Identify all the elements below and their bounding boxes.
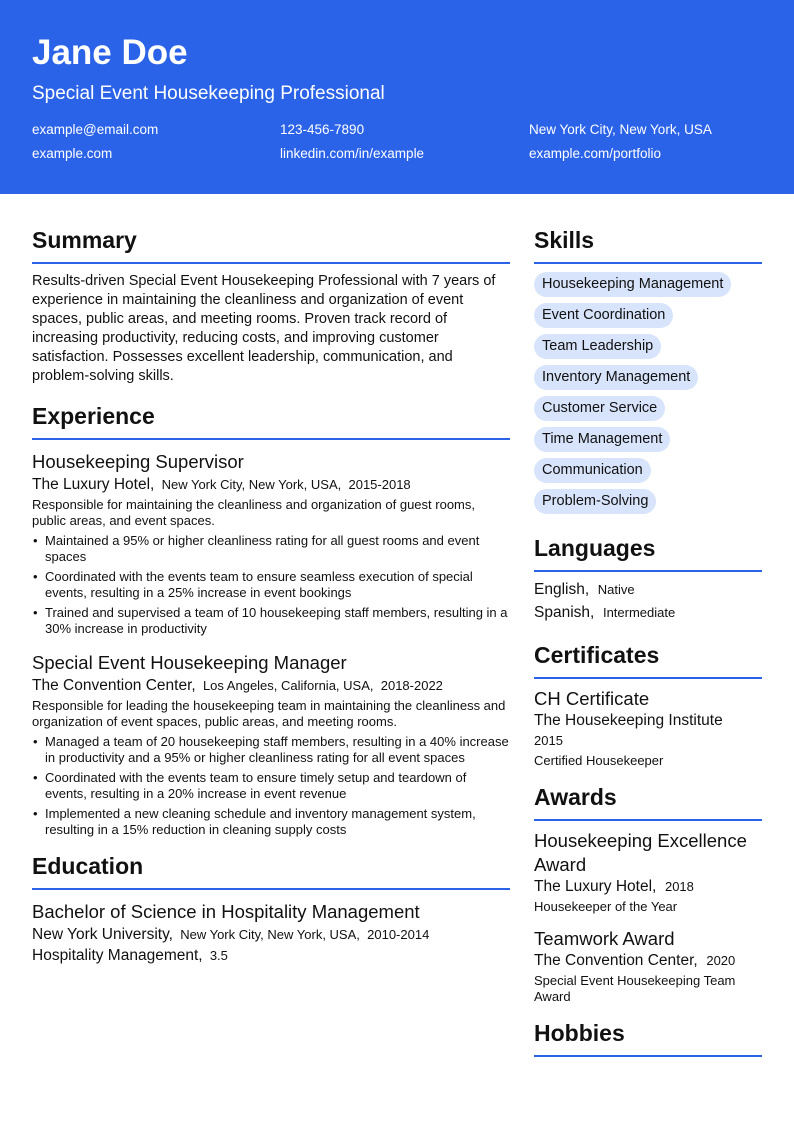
candidate-name: Jane Doe — [32, 33, 188, 72]
job-meta — [32, 676, 510, 696]
skill-tag: Housekeeping Management — [534, 272, 731, 297]
job-meta — [32, 475, 510, 495]
job-org: The Luxury Hotel, — [32, 476, 155, 493]
job-bullets — [32, 734, 510, 838]
job-bullet: • Maintained a 95% or higher cleanliness rating for all guest rooms and event spaces — [32, 533, 510, 565]
job-title: Housekeeping Supervisor — [32, 451, 244, 472]
degree: Bachelor of Science in Hospitality Management — [32, 901, 420, 922]
award-org: The Convention Center, — [534, 952, 698, 969]
skills-heading: Skills — [534, 226, 762, 264]
education-heading: Education — [32, 852, 510, 890]
education-field-line — [32, 946, 510, 966]
school: New York University, — [32, 926, 173, 943]
job-bullet: • Trained and supervised a team of 10 housekeeping staff members, resulting in a 30% increase in productivity — [32, 605, 510, 637]
certificate-description: Certified Housekeeper — [534, 753, 664, 768]
job-bullets — [32, 533, 510, 637]
skill-tag: Team Leadership — [534, 334, 661, 359]
hobbies-heading: Hobbies — [534, 1019, 762, 1057]
skill-tag: Inventory Management — [534, 365, 698, 390]
education-meta — [32, 925, 510, 945]
job-entry — [32, 651, 510, 838]
award-entry — [534, 927, 762, 1005]
school-location: New York City, New York, USA, — [180, 927, 360, 942]
skill-tag: Communication — [534, 458, 651, 483]
language-item — [534, 580, 762, 600]
skill-tag: Customer Service — [534, 396, 665, 421]
award-description: Special Event Housekeeping Team Award — [534, 973, 736, 1004]
award-org: The Luxury Hotel, — [534, 878, 657, 895]
resume-header — [0, 0, 794, 194]
award-entry — [534, 829, 762, 915]
job-title: Special Event Housekeeping Manager — [32, 652, 347, 673]
gpa: 3.5 — [209, 948, 228, 963]
job-org: The Convention Center, — [32, 677, 196, 694]
award-year: 2020 — [706, 953, 736, 968]
contact-location: New York City, New York, USA — [529, 122, 712, 137]
job-bullet: • Coordinated with the events team to ensure seamless execution of special events, resulting in a 25% increase in event bookings — [32, 569, 510, 601]
job-bullet: • Implemented a new cleaning schedule and inventory management system, resulting in a 15% reduction in cleaning supply costs — [32, 806, 510, 838]
languages-list — [534, 580, 762, 623]
awards-heading: Awards — [534, 783, 762, 821]
skill-tag: Problem-Solving — [534, 489, 656, 514]
skill-tag: Time Management — [534, 427, 670, 452]
field-of-study: Hospitality Management, — [32, 947, 203, 964]
side-column — [534, 226, 762, 1057]
job-dates: 2018-2022 — [380, 678, 443, 693]
contact-email[interactable]: example@email.com — [32, 122, 159, 137]
summary-text: Results-driven Special Event Housekeeping Professional with 7 years of experience in maintaining the cleanliness and organization of event spaces, public areas, and meeting rooms. Proven track record of increasing productivity, reducing costs, and improving customer satisfaction. Possesses excellent leadership, communication, and problem-solving skills. — [32, 273, 496, 384]
certificate-issuer: The Housekeeping Institute — [534, 712, 723, 729]
job-location: New York City, New York, USA, — [161, 477, 342, 492]
certificate-year: 2015 — [534, 733, 563, 748]
certificate-entry — [534, 687, 762, 769]
languages-heading: Languages — [534, 534, 762, 572]
certificate-name: CH Certificate — [534, 688, 650, 709]
language-item — [534, 603, 762, 623]
summary-heading: Summary — [32, 226, 510, 264]
job-description: Responsible for leading the housekeeping team in maintaining the cleanliness and organization of event spaces, public areas, and meeting rooms. — [32, 698, 506, 729]
contact-portfolio[interactable]: example.com/portfolio — [529, 146, 662, 161]
main-column — [32, 226, 510, 966]
award-description: Housekeeper of the Year — [534, 899, 678, 914]
job-bullet: • Managed a team of 20 housekeeping staff members, resulting in a 40% increase in productivity and a 95% or higher cleanliness rating for all event spaces — [32, 734, 510, 766]
language-name: Spanish, — [534, 604, 595, 621]
language-name: English, — [534, 581, 590, 598]
contact-website[interactable]: example.com — [32, 146, 113, 161]
award-name: Housekeeping Excellence Award — [534, 830, 747, 875]
certificates-heading: Certificates — [534, 641, 762, 679]
skill-tag: Event Coordination — [534, 303, 673, 328]
job-location: Los Angeles, California, USA, — [202, 678, 374, 693]
contact-linkedin[interactable]: linkedin.com/in/example — [280, 146, 425, 161]
award-meta — [534, 877, 762, 897]
education-dates: 2010-2014 — [367, 927, 430, 942]
award-year: 2018 — [664, 879, 694, 894]
job-entry — [32, 450, 510, 637]
language-level: Native — [597, 582, 635, 597]
job-description: Responsible for maintaining the cleanliness and organization of guest rooms, public areas, and event spaces. — [32, 497, 475, 528]
job-dates: 2015-2018 — [348, 477, 411, 492]
contact-phone[interactable]: 123-456-7890 — [280, 122, 365, 137]
job-bullet: • Coordinated with the events team to ensure timely setup and teardown of events, resulting in a 20% increase in event revenue — [32, 770, 510, 802]
award-meta — [534, 951, 762, 971]
candidate-title: Special Event Housekeeping Professional — [32, 83, 385, 104]
skills-list — [534, 272, 762, 520]
language-level: Intermediate — [602, 605, 676, 620]
award-name: Teamwork Award — [534, 928, 675, 949]
education-entry — [32, 900, 510, 966]
experience-heading: Experience — [32, 402, 510, 440]
